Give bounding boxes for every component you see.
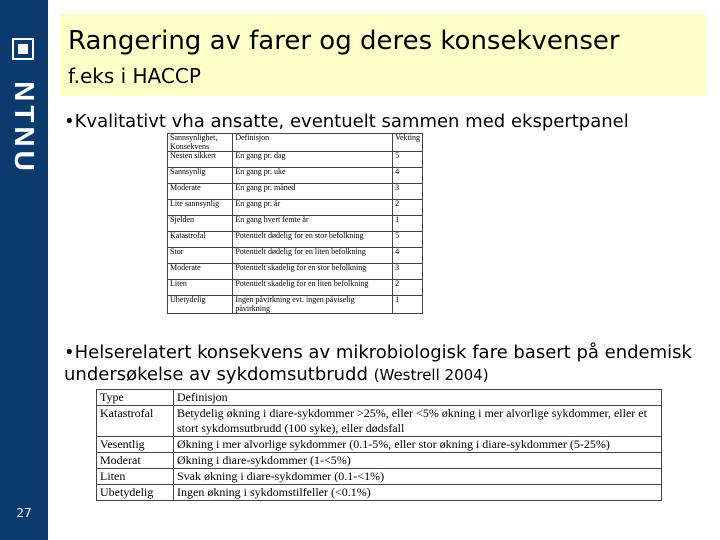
table-cell: 2 xyxy=(393,200,423,216)
table-cell: 1 xyxy=(393,216,423,232)
table-cell: 4 xyxy=(393,248,423,264)
table-cell: Ubetydelig xyxy=(97,485,174,501)
table-cell: Potentielt dødelig for en liten befolkning xyxy=(233,248,393,264)
table-cell: Potentielt dødelig for en stor befolkning xyxy=(233,232,393,248)
bullet-health-consequence xyxy=(64,342,704,386)
table-row xyxy=(168,184,423,200)
table-cell: En gang pr. uke xyxy=(233,168,393,184)
table-cell: Økning i mer alvorlige sykdommer (0.1-5%, eller stor økning i diare-sykdommer (5-25%) xyxy=(174,437,662,453)
health-consequence-table xyxy=(96,389,662,501)
page-number: 27 xyxy=(16,506,32,520)
table-cell: Ubetydelig xyxy=(168,296,233,314)
table-row xyxy=(168,152,423,168)
table-cell: Sjelden xyxy=(168,216,233,232)
table-header-row xyxy=(168,134,423,152)
logo-text: NTNU xyxy=(9,81,40,175)
table-cell: 3 xyxy=(393,264,423,280)
table-row xyxy=(168,232,423,248)
table-row xyxy=(97,485,662,501)
table-cell: 4 xyxy=(393,168,423,184)
table-cell: En gang pr. dag xyxy=(233,152,393,168)
table-header-cell: Vekting xyxy=(393,134,423,152)
table-cell: Stor xyxy=(168,248,233,264)
sidebar xyxy=(0,0,48,540)
likelihood-consequence-table xyxy=(167,133,423,314)
table-row xyxy=(97,406,662,437)
table-row xyxy=(168,200,423,216)
table-cell: Økning i diare-sykdommer (1-<5%) xyxy=(174,453,662,469)
table-header-cell: Definisjon xyxy=(233,134,393,152)
table-row xyxy=(168,296,423,314)
table-cell: Sannsynlig xyxy=(168,168,233,184)
table-cell: Katastrofal xyxy=(97,406,174,437)
table-header-row xyxy=(97,390,662,406)
table-cell: 3 xyxy=(393,184,423,200)
table-cell: Moderate xyxy=(168,264,233,280)
table-row xyxy=(168,168,423,184)
bullet-qualitative: •Kvalitativt vha ansatte, eventuelt sammen med ekspertpanel xyxy=(64,111,629,132)
table-cell: 5 xyxy=(393,232,423,248)
table-row xyxy=(168,280,423,296)
table-cell: 2 xyxy=(393,280,423,296)
table-row xyxy=(168,216,423,232)
table-header-cell: Sannsynlighet, Konsekvens xyxy=(168,134,233,152)
ntnu-logo-icon xyxy=(12,38,34,60)
table-cell: Vesentlig xyxy=(97,437,174,453)
page-subtitle: f.eks i HACCP xyxy=(68,64,201,88)
table-row xyxy=(168,248,423,264)
table-cell: Betydelig økning i diare-sykdommer >25%, eller <5% økning i mer alvorlige sykdommer, eller et stort sykdomsutbrudd (100 syke), eller dødsfall xyxy=(174,406,662,437)
table-header-cell: Definisjon xyxy=(174,390,662,406)
table-row xyxy=(97,453,662,469)
table-row xyxy=(97,469,662,485)
page-title: Rangering av farer og deres konsekvenser xyxy=(68,26,620,56)
table-cell: Liten xyxy=(97,469,174,485)
table-cell: Lite sannsynlig xyxy=(168,200,233,216)
citation: (Westrell 2004) xyxy=(373,366,489,384)
table-cell: Nesten sikkert xyxy=(168,152,233,168)
table-cell: Moderate xyxy=(168,184,233,200)
table-cell: Liten xyxy=(168,280,233,296)
bullet-text: •Helserelatert konsekvens av mikrobiologisk fare basert på endemisk undersøkelse av sykdomsutbrudd xyxy=(64,342,692,385)
table-cell: Ingen økning i sykdomstilfeller (<0.1%) xyxy=(174,485,662,501)
table-cell: Ingen påvirkning evt. ingen påviselig påvirkning xyxy=(233,296,393,314)
table-cell: Moderat xyxy=(97,453,174,469)
title-box xyxy=(60,14,706,96)
table-row xyxy=(97,437,662,453)
table-cell: En gang pr. måned xyxy=(233,184,393,200)
table-cell: En gang hvert femte år xyxy=(233,216,393,232)
table-cell: En gang pr. år xyxy=(233,200,393,216)
table-cell: Svak økning i diare-sykdommer (0.1-<1%) xyxy=(174,469,662,485)
table-cell: Potentielt skadelig for en stor befolkning xyxy=(233,264,393,280)
table-row xyxy=(168,264,423,280)
table-header-cell: Type xyxy=(97,390,174,406)
table-cell: Potentielt skadelig for en liten befolkning xyxy=(233,280,393,296)
table-cell: Katastrofal xyxy=(168,232,233,248)
table-cell: 5 xyxy=(393,152,423,168)
table-cell: 1 xyxy=(393,296,423,314)
